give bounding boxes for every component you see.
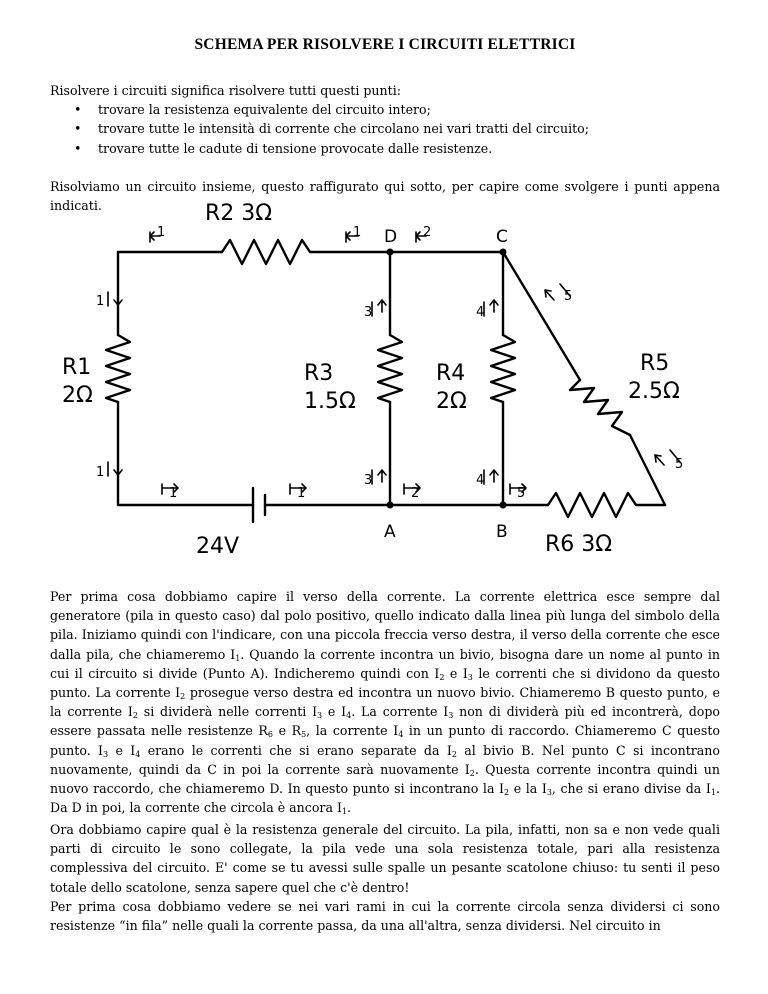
label-current-i5: 5 [517,486,526,501]
intro-text: Risolvere i circuiti significa risolvere tutti questi punti: [50,83,401,98]
label-r2: R2 3Ω [205,201,273,226]
arrow-up-icon [484,300,498,316]
resistor-r5-symbol [570,380,630,435]
bullet-item: • trovare tutte le cadute di tensione provocate dalle resistenze. [98,139,720,158]
label-r1-value: 2Ω [62,383,93,408]
label-r3-value: 1.5Ω [304,389,356,414]
label-r4-value: 2Ω [436,389,467,414]
label-r3-name: R3 [304,361,334,386]
node-c-dot [500,249,507,256]
label-node-a: A [384,522,396,542]
paragraph-intro-circuit: Risolviamo un circuito insieme, questo raffigurato qui sotto, per capire come svolgere i punti appena indicati. [50,178,720,214]
node-b-dot [500,502,507,509]
label-node-b: B [496,522,508,542]
label-current-i5: 5 [564,289,573,304]
label-current-i2: 2 [411,486,420,501]
label-current-i1: 1 [353,225,362,240]
resistor-r3-symbol [378,335,402,402]
paragraph-current-direction: Per prima cosa dobbiamo capire il verso della corrente. La corrente elettrica esce sempre dal generatore (pila in questo caso) dal polo positivo, quello indicato dalla linea più lunga del simbolo della pila. Iniziamo quindi con l'indicare, con una piccola freccia verso destra, il verso della corrente che esce dalla pila, che chiameremo $I_1$. Quando la corrente incontra un bivio, bisogna dare un nome al punto in cui il circuito si divide (Punto A). Indicheremo quindi con $I_2$ e $I_3$ le correnti che si dividono da questo punto. La corrente $I_2$ prosegue verso destra ed incontra un nuovo bivio. Chiameremo B questo punto, e la corrente $I_2$ si dividerà nelle correnti $I_3$ e $I_4$. La corrente $I_3$ non di dividerà più ed incontrerà, dopo essere passata nelle resistenze $R_6$ e $R_5$, la corrente $I_4$ in un punto di raccordo. Chiameremo C questo punto. $I_3$ e $I_4$ erano le correnti che si erano separate da $I_2$ al bivio B. Nel punto C si incontrano nuovamente, quindi da C in poi la corrente sarà nuovamente $I_2$. Questa corrente incontra quindi un nuovo raccordo, che chiameremo D. In questo punto si incontrano la $I_2$ e la $I_3$, che si erano divise da $I_1$. Da D in poi, la corrente che circola è ancora $I_1$. [50,589,721,817]
label-current-i1: 1 [297,486,306,501]
label-node-c: C [496,227,508,247]
resistor-r2-symbol [222,240,318,264]
label-current-i4: 4 [476,473,485,488]
arrow-up-icon [372,470,386,484]
resistor-r6-symbol [548,493,640,517]
label-r4-name: R4 [436,361,466,386]
label-current-i1: 1 [96,465,105,480]
label-r1-name: R1 [62,355,92,380]
label-current-i2: 2 [423,225,432,240]
resistor-r1-symbol [106,335,130,402]
node-a-dot [387,502,394,509]
arrow-down-icon [108,292,122,306]
arrow-down-icon [108,462,122,476]
label-current-i1: 1 [96,294,105,309]
label-current-i4: 4 [476,305,485,320]
arrow-up-icon [484,470,498,484]
label-battery: 24V [196,534,240,559]
current-arrows [108,232,680,494]
label-r5-value: 2.5Ω [628,379,680,404]
resistor-r4-symbol [491,335,515,402]
node-d-dot [387,249,394,256]
label-current-i1: 1 [157,225,166,240]
label-r5-name: R5 [640,351,670,376]
bullet-item: • trovare la resistenza equivalente del circuito intero; [98,100,720,119]
label-r6: R6 3Ω [545,532,613,557]
paragraph-resistance-line: Ora dobbiamo capire qual è la resistenza generale del circuito. La pila, infatti, non sa e non vede quali parti di circuito le sono collegate, la pila vede una sola resistenza totale, pari alla resistenza complessiva del circuito. E' come se tu avessi sulle spalle un pesante scatolone chiuso: tu senti il peso totale dello scatolone, senza sapere quel che c'è dentro! [50,822,720,895]
document-title: SCHEMA PER RISOLVERE I CIRCUITI ELETTRICI [194,36,576,53]
arrow-up-icon [372,300,386,316]
label-current-i1: 1 [169,486,178,501]
paragraph-resistance-line: Per prima cosa dobbiamo vedere se nei vari rami in cui la corrente circola senza dividersi ci sono resistenze “in fila” nelle quali la corrente passa, da una all'altra, senza dividersi. Nel circuito in [50,898,720,934]
label-current-i3: 3 [364,305,373,320]
bullet-item: • trovare tutte le intensità di corrente che circolano nei vari tratti del circuito; [98,119,720,138]
label-node-d: D [384,227,398,247]
label-current-i5: 5 [675,457,684,472]
label-current-i3: 3 [364,473,373,488]
